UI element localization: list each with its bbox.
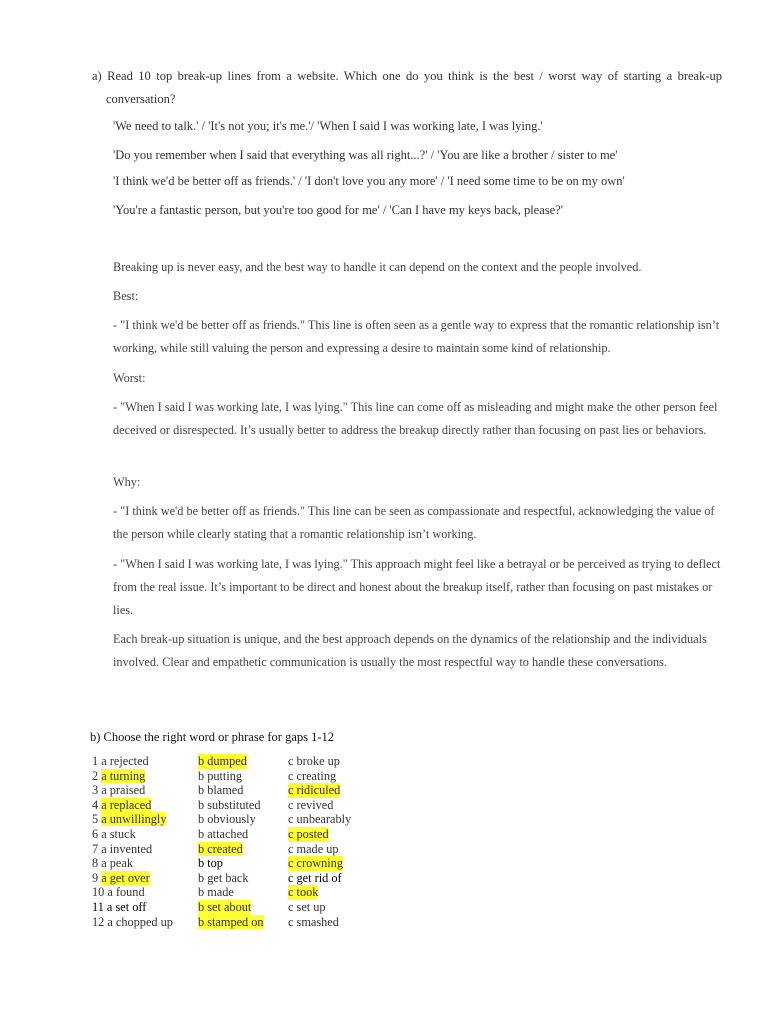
gap-number: 8 bbox=[92, 856, 99, 871]
break-up-line: 'I think we'd be better off as friends.' / 'I don't love you any more' / 'I need some time to be on my own' bbox=[113, 174, 625, 188]
gap-number: 5 bbox=[92, 812, 99, 827]
why-heading: Why: bbox=[113, 475, 141, 489]
option-c: c took bbox=[288, 885, 319, 900]
option-row bbox=[92, 798, 392, 813]
option-c: c smashed bbox=[288, 914, 339, 929]
option-b: b blamed bbox=[198, 783, 244, 798]
option-row bbox=[92, 827, 392, 842]
option-b: b set about bbox=[198, 899, 252, 914]
option-c: c unbearably bbox=[288, 812, 352, 827]
option-b: b attached bbox=[198, 826, 249, 841]
option-a bbox=[92, 754, 149, 769]
best-heading: Best: bbox=[113, 289, 139, 303]
options-table bbox=[92, 754, 392, 929]
option-a-text: a stuck bbox=[101, 826, 136, 841]
option-b: b stamped on bbox=[198, 914, 264, 929]
option-b: b obviously bbox=[198, 812, 256, 827]
option-row bbox=[92, 900, 392, 915]
option-a bbox=[92, 827, 136, 842]
option-b: b substituted bbox=[198, 797, 261, 812]
option-a bbox=[92, 842, 152, 857]
option-a bbox=[92, 798, 151, 813]
gap-number: 2 bbox=[92, 768, 99, 783]
option-a-text: a turning bbox=[101, 768, 146, 783]
gap-number: 10 bbox=[92, 885, 105, 900]
break-up-line: 'We need to talk.' / 'It's not you; it's me.'/ 'When I said I was working late, I was lying.' bbox=[113, 119, 543, 133]
why-text-1: - "I think we'd be better off as friends." This line can be seen as compassionate and respectful, acknowledging the value of the person while clearly stating that a romantic relationship isn’t working. bbox=[113, 504, 715, 542]
gap-number: 3 bbox=[92, 783, 99, 798]
option-a bbox=[92, 856, 133, 871]
option-a-text: a set off bbox=[106, 899, 147, 914]
conclusion: Each break-up situation is unique, and the best approach depends on the dynamics of the relationship and the individuals involved. Clear and empathetic communication is usually the most respectful way to handle these conversations. bbox=[113, 632, 707, 670]
gap-number: 6 bbox=[92, 826, 99, 841]
option-row bbox=[92, 871, 392, 886]
option-b: b dumped bbox=[198, 754, 247, 768]
option-a bbox=[92, 812, 166, 827]
option-a-text: a peak bbox=[101, 856, 133, 871]
option-row bbox=[92, 842, 392, 857]
option-a-text: a invented bbox=[101, 841, 153, 856]
gap-number: 1 bbox=[92, 754, 99, 768]
option-b: b made bbox=[198, 885, 234, 900]
option-a-text: a rejected bbox=[101, 754, 149, 768]
option-a-text: a found bbox=[107, 885, 145, 900]
gap-number: 12 bbox=[92, 914, 105, 929]
gap-number: 9 bbox=[92, 870, 99, 885]
option-c: c crowning bbox=[288, 856, 343, 871]
option-c: c revived bbox=[288, 797, 334, 812]
option-c: c broke up bbox=[288, 754, 340, 768]
option-c: c ridiculed bbox=[288, 783, 341, 798]
option-c: c creating bbox=[288, 768, 337, 783]
option-a bbox=[92, 915, 173, 930]
option-row bbox=[92, 885, 392, 900]
option-c: c posted bbox=[288, 826, 329, 841]
option-a bbox=[92, 769, 145, 784]
option-row bbox=[92, 769, 392, 784]
option-row bbox=[92, 856, 392, 871]
option-b: b created bbox=[198, 841, 243, 856]
option-a-text: a get over bbox=[101, 870, 150, 885]
gap-number: 7 bbox=[92, 841, 99, 856]
option-a-text: a chopped up bbox=[107, 914, 173, 929]
worst-heading: Worst: bbox=[113, 371, 146, 385]
option-a bbox=[92, 871, 150, 886]
option-a-text: a replaced bbox=[101, 797, 152, 812]
option-b: b putting bbox=[198, 768, 243, 783]
best-text: - "I think we'd be better off as friends." This line is often seen as a gentle way to express that the romantic relationship isn’t working, while still valuing the person and expressing a desire to maintain some kind of relationship. bbox=[113, 318, 720, 356]
question-a-prompt: a) Read 10 top break-up lines from a website. Which one do you think is the best / worst way of starting a break-up conversation? bbox=[92, 69, 722, 106]
option-a-text: a praised bbox=[101, 783, 146, 798]
answer-intro: Breaking up is never easy, and the best way to handle it can depend on the context and the people involved. bbox=[113, 260, 642, 274]
option-row bbox=[92, 915, 392, 930]
gap-number: 11 bbox=[92, 899, 104, 914]
option-row bbox=[92, 812, 392, 827]
option-a bbox=[92, 783, 145, 798]
gap-number: 4 bbox=[92, 797, 99, 812]
option-a-text: a unwillingly bbox=[101, 812, 167, 827]
option-a bbox=[92, 885, 145, 900]
option-c: c made up bbox=[288, 841, 339, 856]
option-c: c get rid of bbox=[288, 870, 342, 885]
option-b: b get back bbox=[198, 870, 249, 885]
option-row bbox=[92, 783, 392, 798]
option-b: b top bbox=[198, 856, 223, 871]
break-up-line: 'Do you remember when I said that everything was all right...?' / 'You are like a brother / sister to me' bbox=[113, 148, 618, 162]
option-c: c set up bbox=[288, 899, 326, 914]
question-b-prompt: b) Choose the right word or phrase for gaps 1-12 bbox=[90, 730, 335, 744]
option-row bbox=[92, 754, 392, 769]
worst-text: - "When I said I was working late, I was lying." This line can come off as misleading and might make the other person feel deceived or disrespected. It’s usually better to address the breakup directly rather than focusing on past lies or behaviors. bbox=[113, 400, 718, 438]
option-a bbox=[92, 900, 146, 915]
why-text-2: - "When I said I was working late, I was lying." This approach might feel like a betrayal or be perceived as trying to deflect from the real issue. It’s important to be direct and honest about the breakup itself, rather than focusing on past mistakes or lies. bbox=[113, 557, 721, 618]
break-up-line: 'You're a fantastic person, but you're too good for me' / 'Can I have my keys back, please?' bbox=[113, 203, 563, 217]
